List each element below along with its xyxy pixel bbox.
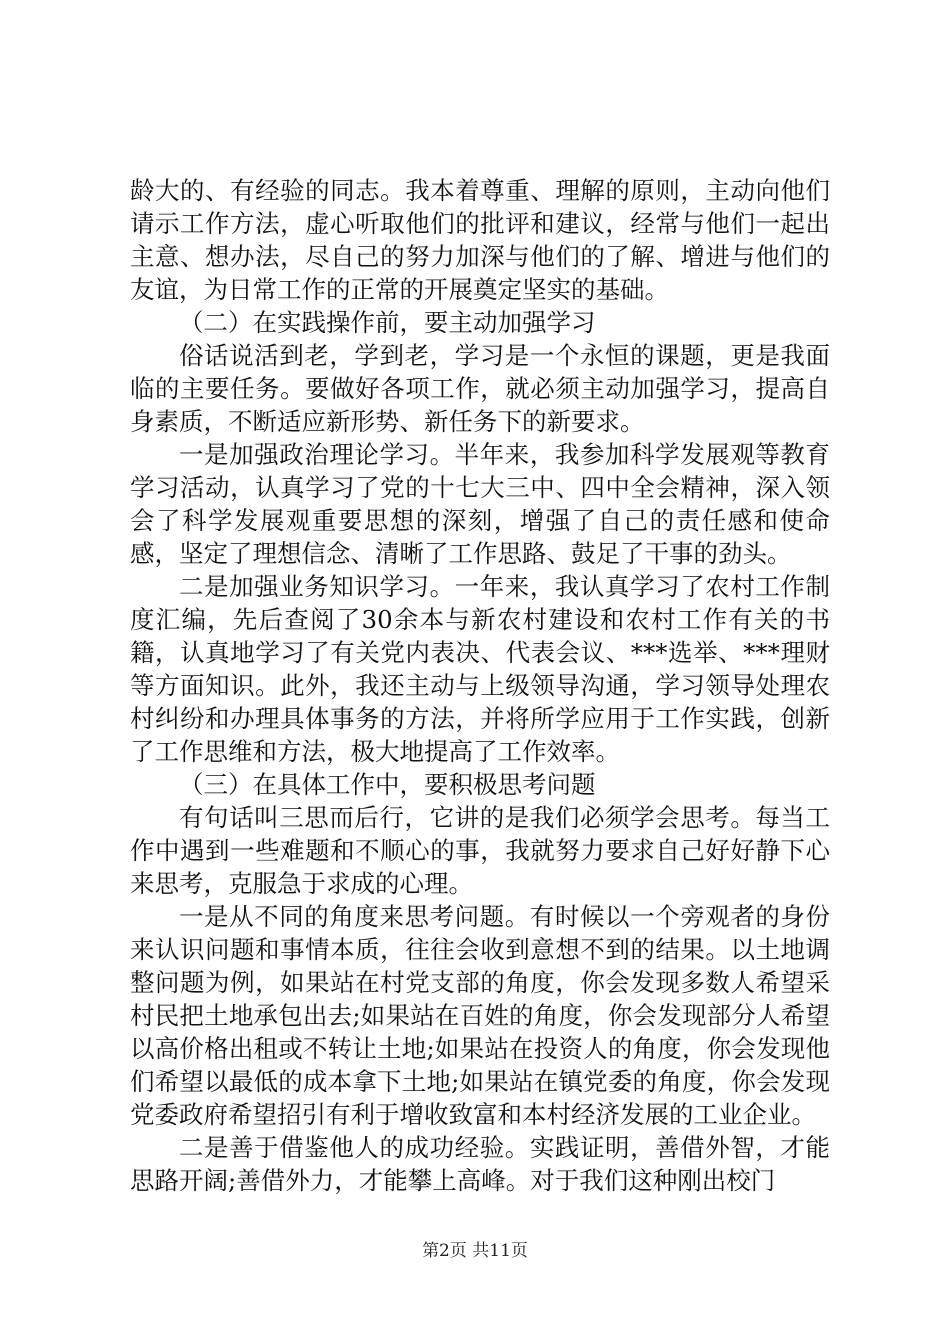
paragraph: 龄大的、有经验的同志。我本着尊重、理解的原则，主动向他们请示工作方法，虚心听取他们的批评和建议，经常与他们一起出主意、想办法，尽自己的努力加深与他们的了解、增进与他们的友谊，为日常工作的正常的开展奠定坚实的基础。 (130, 176, 830, 304)
paragraph: 一是从不同的角度来思考问题。有时候以一个旁观者的身份来认识问题和事情本质，往往会收到意想不到的结果。以土地调整问题为例，如果站在村党支部的角度，你会发现多数人希望采村民把土地承包出去;如果站在百姓的角度，你会发现部分人希望以高价格出租或不转让土地;如果站在投资人的角度，你会发现他们希望以最低的成本拿下土地;如果站在镇党委的角度，你会发现党委政府希望招引有利于增收致富和本村经济发展的工业企业。 (130, 902, 830, 1129)
paragraph: 俗话说活到老，学到老，学习是一个永恒的课题，更是我面临的主要任务。要做好各项工作，就必须主动加强学习，提高自身素质，不断适应新形势、新任务下的新要求。 (130, 341, 830, 436)
paragraph: 一是加强政治理论学习。半年来，我参加科学发展观等教育学习活动，认真学习了党的十七大三中、四中全会精神，深入领会了科学发展观重要思想的深刻，增强了自己的责任感和使命感，坚定了理想信念、清晰了工作思路、鼓足了干事的劲头。 (130, 440, 830, 568)
page-number-label: 第2页 共11页 (422, 1241, 528, 1261)
page-footer (0, 1236, 950, 1261)
paragraph: 二是善于借鉴他人的成功经验。实践证明，善借外智，才能思路开阔;善借外力，才能攀上高峰。对于我们这种刚出校门 (130, 1133, 830, 1195)
document-body (130, 174, 830, 1197)
paragraph: 二是加强业务知识学习。一年来，我认真学习了农村工作制度汇编，先后查阅了30余本与新农村建设和农村工作有关的书籍，认真地学习了有关党内表决、代表会议、***选举、***理财等方面知识。此外，我还主动与上级领导沟通，学习领导处理农村纠纷和办理具体事务的方法，并将所学应用于工作实践，创新了工作思维和方法，极大地提高了工作效率。 (130, 572, 830, 766)
section-heading: （三）在具体工作中，要积极思考问题 (179, 770, 596, 799)
section-heading: （二）在实践操作前，要主动加强学习 (179, 308, 596, 337)
paragraph: 有句话叫三思而后行，它讲的是我们必须学会思考。每当工作中遇到一些难题和不顺心的事，我就努力要求自己好好静下心来思考，克服急于求成的心理。 (130, 803, 830, 898)
